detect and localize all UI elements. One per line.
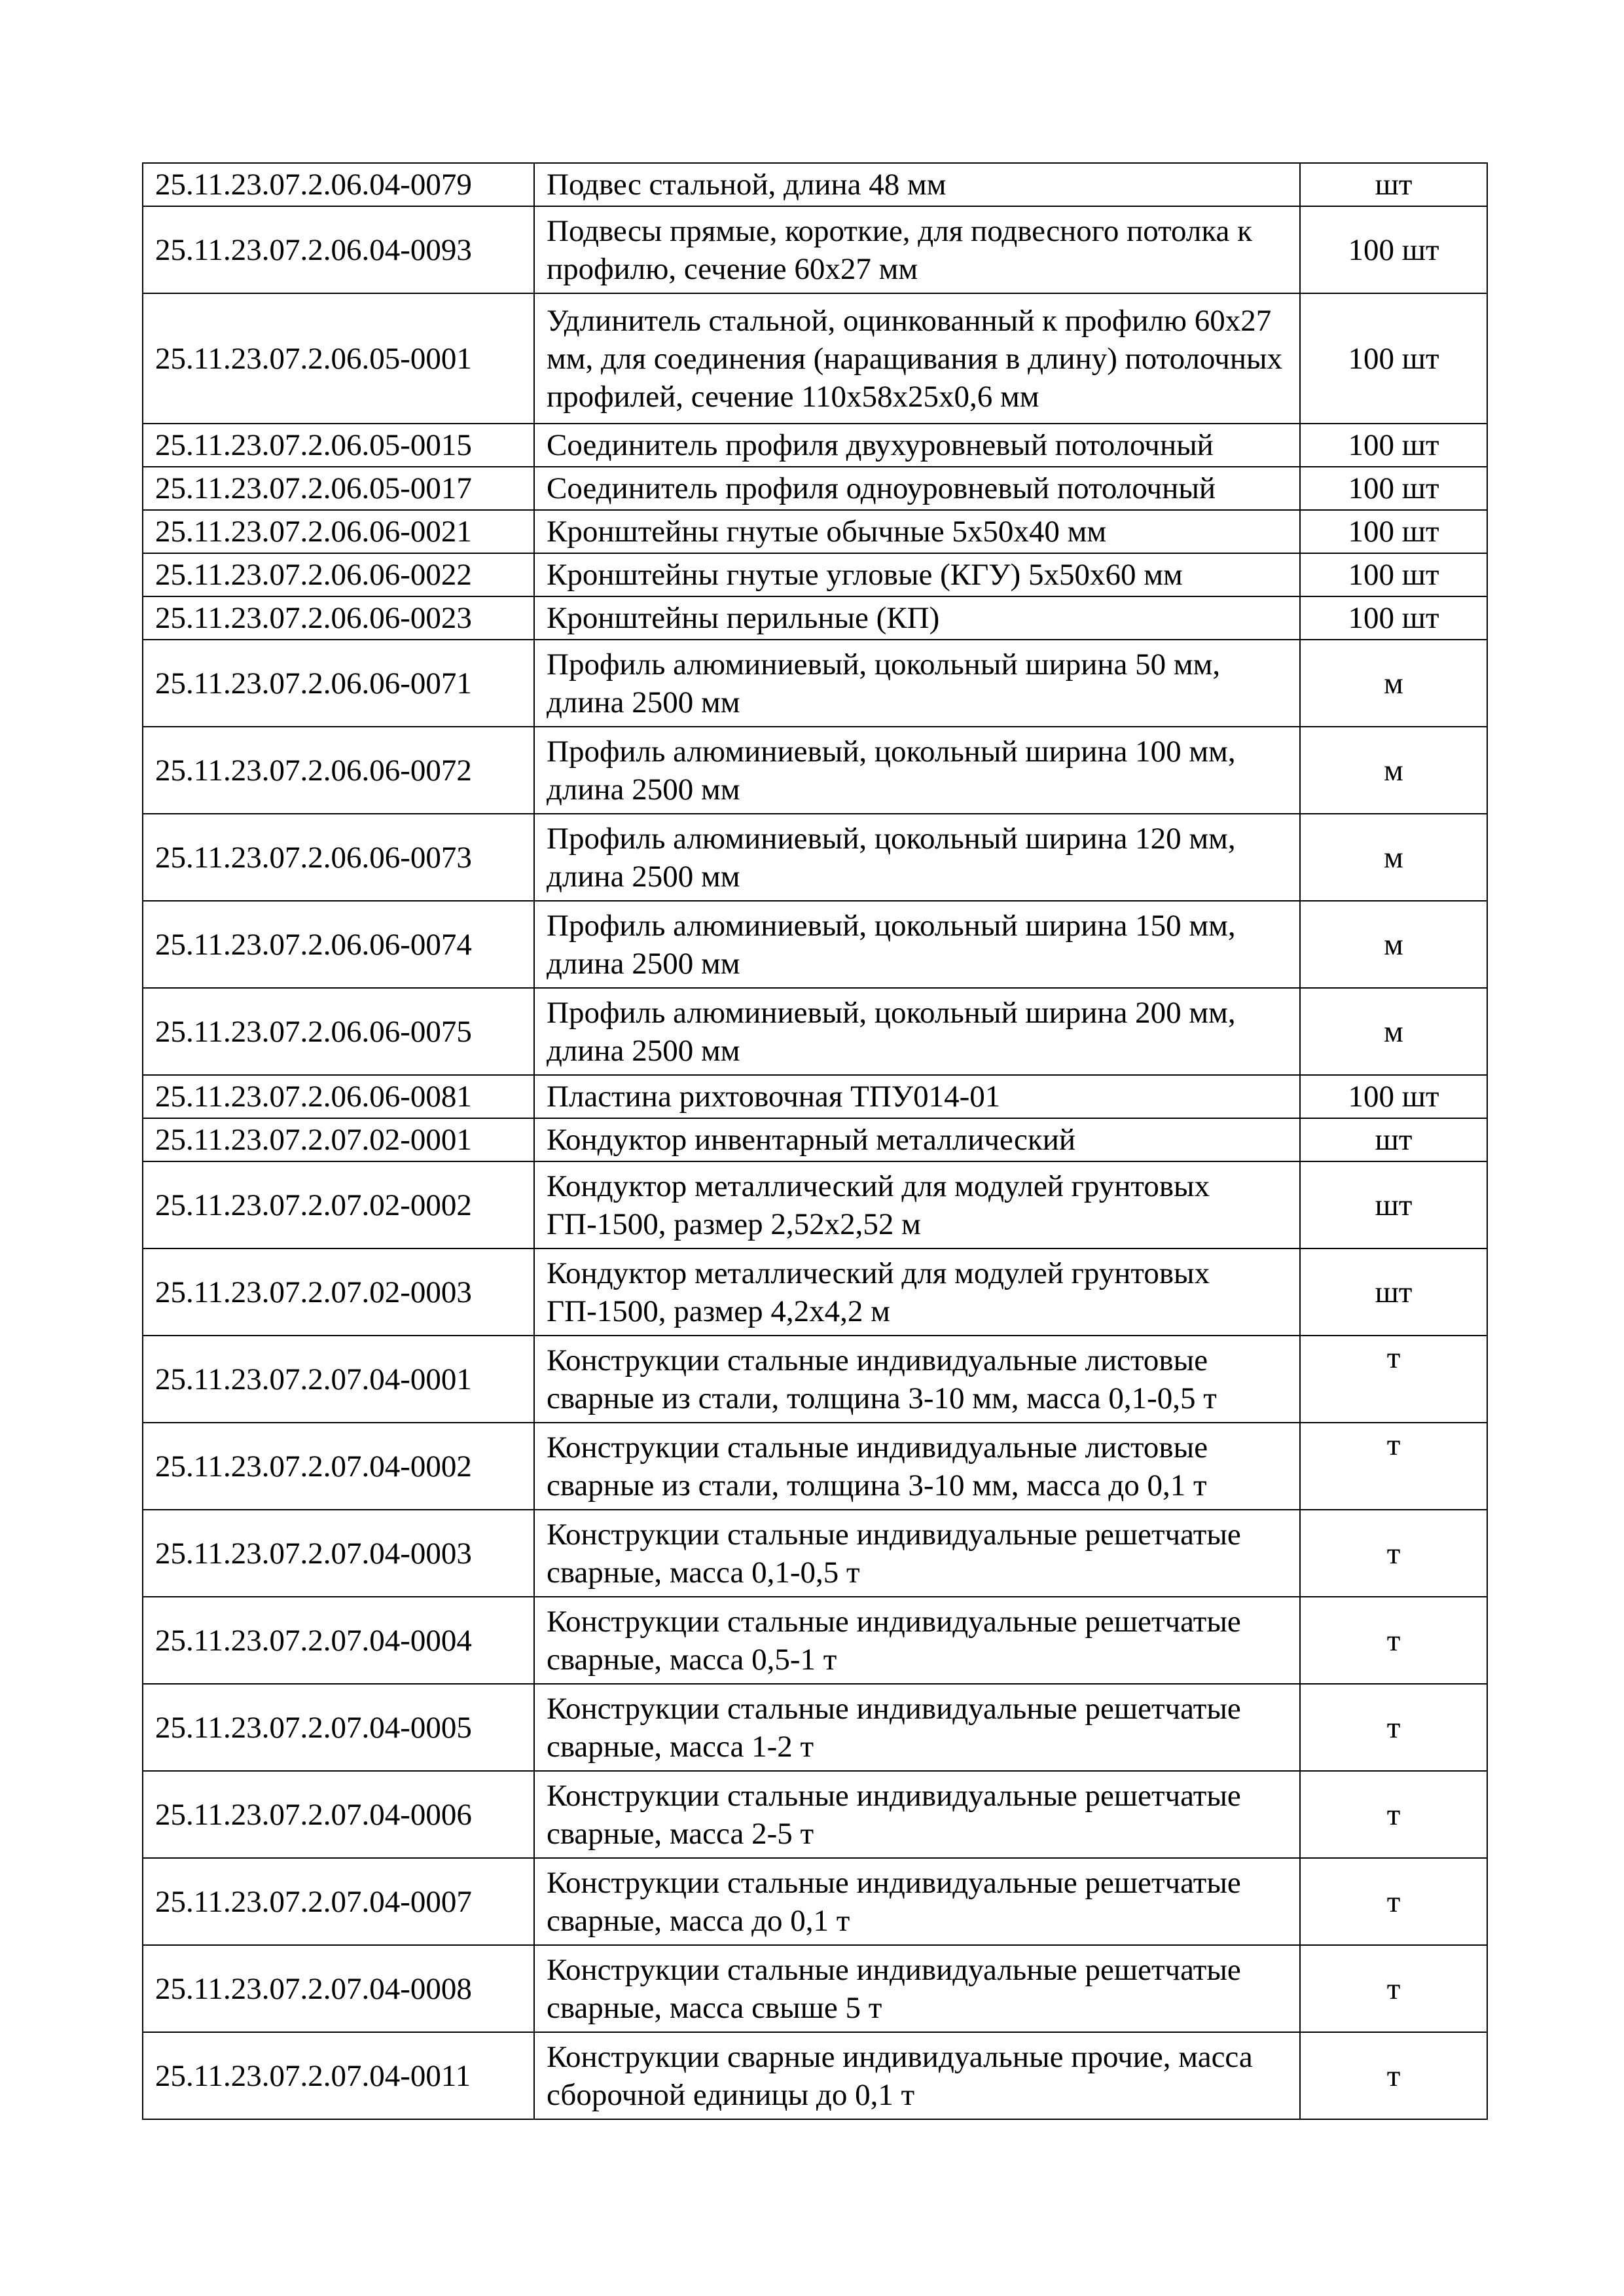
unit-cell: шт [1300,1161,1487,1248]
unit-cell: м [1300,988,1487,1075]
resource-name-cell: Конструкции стальные индивидуальные решетчатые сварные, масса 0,5-1 т [534,1597,1300,1684]
resource-code-cell: 25.11.23.07.2.06.06-0022 [143,553,534,596]
table-row [143,1336,1487,1423]
unit-cell: т [1300,1336,1487,1423]
resource-code-cell: 25.11.23.07.2.07.04-0001 [143,1336,534,1423]
unit-cell: т [1300,1684,1487,1771]
resource-name-cell: Профиль алюминиевый, цокольный ширина 120 мм, длина 2500 мм [534,814,1300,901]
table-row [143,1510,1487,1597]
resource-name-cell: Конструкции стальные индивидуальные решетчатые сварные, масса 0,1-0,5 т [534,1510,1300,1597]
resource-code-cell: 25.11.23.07.2.07.04-0008 [143,1945,534,2032]
unit-cell: 100 шт [1300,424,1487,467]
table-row [143,1118,1487,1161]
table-row [143,1248,1487,1336]
resource-table [142,162,1488,2120]
table-row [143,553,1487,596]
unit-cell: м [1300,640,1487,727]
unit-cell: т [1300,1423,1487,1510]
unit-cell: шт [1300,163,1487,206]
resource-name-cell: Профиль алюминиевый, цокольный ширина 100 мм, длина 2500 мм [534,727,1300,814]
resource-code-cell: 25.11.23.07.2.06.06-0074 [143,901,534,988]
table-body [143,163,1487,2119]
table-row [143,1161,1487,1248]
resource-name-cell: Кронштейны гнутые обычные 5х50х40 мм [534,510,1300,553]
resource-name-cell: Профиль алюминиевый, цокольный ширина 50 мм, длина 2500 мм [534,640,1300,727]
resource-code-cell: 25.11.23.07.2.07.04-0004 [143,1597,534,1684]
resource-name-cell: Удлинитель стальной, оцинкованный к профилю 60х27 мм, для соединения (наращивания в длину) потолочных профилей, сечение 110х58х25х0,6 мм [534,293,1300,424]
unit-cell: т [1300,1858,1487,1945]
resource-name-cell: Конструкции стальные индивидуальные решетчатые сварные, масса 2-5 т [534,1771,1300,1858]
resource-code-cell: 25.11.23.07.2.06.06-0023 [143,596,534,640]
resource-code-cell: 25.11.23.07.2.07.04-0011 [143,2032,534,2119]
unit-cell: 100 шт [1300,293,1487,424]
resource-code-cell: 25.11.23.07.2.06.04-0079 [143,163,534,206]
resource-code-cell: 25.11.23.07.2.06.04-0093 [143,206,534,293]
table-row [143,510,1487,553]
unit-cell: шт [1300,1248,1487,1336]
resource-name-cell: Подвес стальной, длина 48 мм [534,163,1300,206]
table-row [143,727,1487,814]
table-row [143,206,1487,293]
unit-cell: 100 шт [1300,206,1487,293]
resource-code-cell: 25.11.23.07.2.06.06-0073 [143,814,534,901]
resource-name-cell: Кондуктор металлический для модулей грунтовых ГП-1500, размер 4,2х4,2 м [534,1248,1300,1336]
resource-code-cell: 25.11.23.07.2.06.06-0075 [143,988,534,1075]
table-row [143,1597,1487,1684]
table-row [143,293,1487,424]
resource-code-cell: 25.11.23.07.2.07.02-0003 [143,1248,534,1336]
resource-name-cell: Кондуктор инвентарный металлический [534,1118,1300,1161]
resource-code-cell: 25.11.23.07.2.07.02-0001 [143,1118,534,1161]
resource-name-cell: Профиль алюминиевый, цокольный ширина 150 мм, длина 2500 мм [534,901,1300,988]
resource-name-cell: Конструкции стальные индивидуальные листовые сварные из стали, толщина 3-10 мм, масса 0,1-0,5 т [534,1336,1300,1423]
resource-code-cell: 25.11.23.07.2.06.06-0081 [143,1075,534,1118]
unit-cell: т [1300,1945,1487,2032]
unit-cell: 100 шт [1300,510,1487,553]
unit-cell: т [1300,1510,1487,1597]
resource-name-cell: Конструкции стальные индивидуальные решетчатые сварные, масса свыше 5 т [534,1945,1300,2032]
resource-name-cell: Подвесы прямые, короткие, для подвесного потолка к профилю, сечение 60х27 мм [534,206,1300,293]
unit-cell: 100 шт [1300,596,1487,640]
table-row [143,1684,1487,1771]
unit-cell: т [1300,1771,1487,1858]
resource-name-cell: Конструкции стальные индивидуальные решетчатые сварные, масса до 0,1 т [534,1858,1300,1945]
table-row [143,1945,1487,2032]
unit-cell: 100 шт [1300,553,1487,596]
unit-cell: 100 шт [1300,467,1487,510]
resource-code-cell: 25.11.23.07.2.06.06-0021 [143,510,534,553]
table-row [143,163,1487,206]
resource-code-cell: 25.11.23.07.2.07.02-0002 [143,1161,534,1248]
resource-name-cell: Кронштейны гнутые угловые (КГУ) 5х50х60 мм [534,553,1300,596]
resource-name-cell: Конструкции стальные индивидуальные решетчатые сварные, масса 1-2 т [534,1684,1300,1771]
resource-code-cell: 25.11.23.07.2.07.04-0003 [143,1510,534,1597]
resource-name-cell: Соединитель профиля двухуровневый потолочный [534,424,1300,467]
table-row [143,1075,1487,1118]
table-row [143,2032,1487,2119]
resource-code-cell: 25.11.23.07.2.06.05-0017 [143,467,534,510]
resource-code-cell: 25.11.23.07.2.07.04-0005 [143,1684,534,1771]
resource-name-cell: Соединитель профиля одноуровневый потолочный [534,467,1300,510]
resource-code-cell: 25.11.23.07.2.06.05-0015 [143,424,534,467]
unit-cell: т [1300,2032,1487,2119]
resource-code-cell: 25.11.23.07.2.07.04-0002 [143,1423,534,1510]
unit-cell: т [1300,1597,1487,1684]
table-row [143,988,1487,1075]
resource-name-cell: Кондуктор металлический для модулей грунтовых ГП-1500, размер 2,52х2,52 м [534,1161,1300,1248]
resource-code-cell: 25.11.23.07.2.07.04-0007 [143,1858,534,1945]
table-row [143,1858,1487,1945]
resource-name-cell: Конструкции стальные индивидуальные листовые сварные из стали, толщина 3-10 мм, масса до 0,1 т [534,1423,1300,1510]
table-row [143,424,1487,467]
resource-code-cell: 25.11.23.07.2.06.06-0072 [143,727,534,814]
unit-cell: м [1300,814,1487,901]
resource-name-cell: Конструкции сварные индивидуальные прочие, масса сборочной единицы до 0,1 т [534,2032,1300,2119]
table-row [143,467,1487,510]
resource-code-cell: 25.11.23.07.2.06.06-0071 [143,640,534,727]
unit-cell: шт [1300,1118,1487,1161]
resource-code-cell: 25.11.23.07.2.07.04-0006 [143,1771,534,1858]
resource-name-cell: Профиль алюминиевый, цокольный ширина 200 мм, длина 2500 мм [534,988,1300,1075]
resource-name-cell: Пластина рихтовочная ТПУ014-01 [534,1075,1300,1118]
resource-code-cell: 25.11.23.07.2.06.05-0001 [143,293,534,424]
unit-cell: м [1300,727,1487,814]
resource-name-cell: Кронштейны перильные (КП) [534,596,1300,640]
unit-cell: м [1300,901,1487,988]
table-row [143,640,1487,727]
table-row [143,596,1487,640]
unit-cell: 100 шт [1300,1075,1487,1118]
table-row [143,1771,1487,1858]
table-row [143,814,1487,901]
table-row [143,1423,1487,1510]
table-row [143,901,1487,988]
